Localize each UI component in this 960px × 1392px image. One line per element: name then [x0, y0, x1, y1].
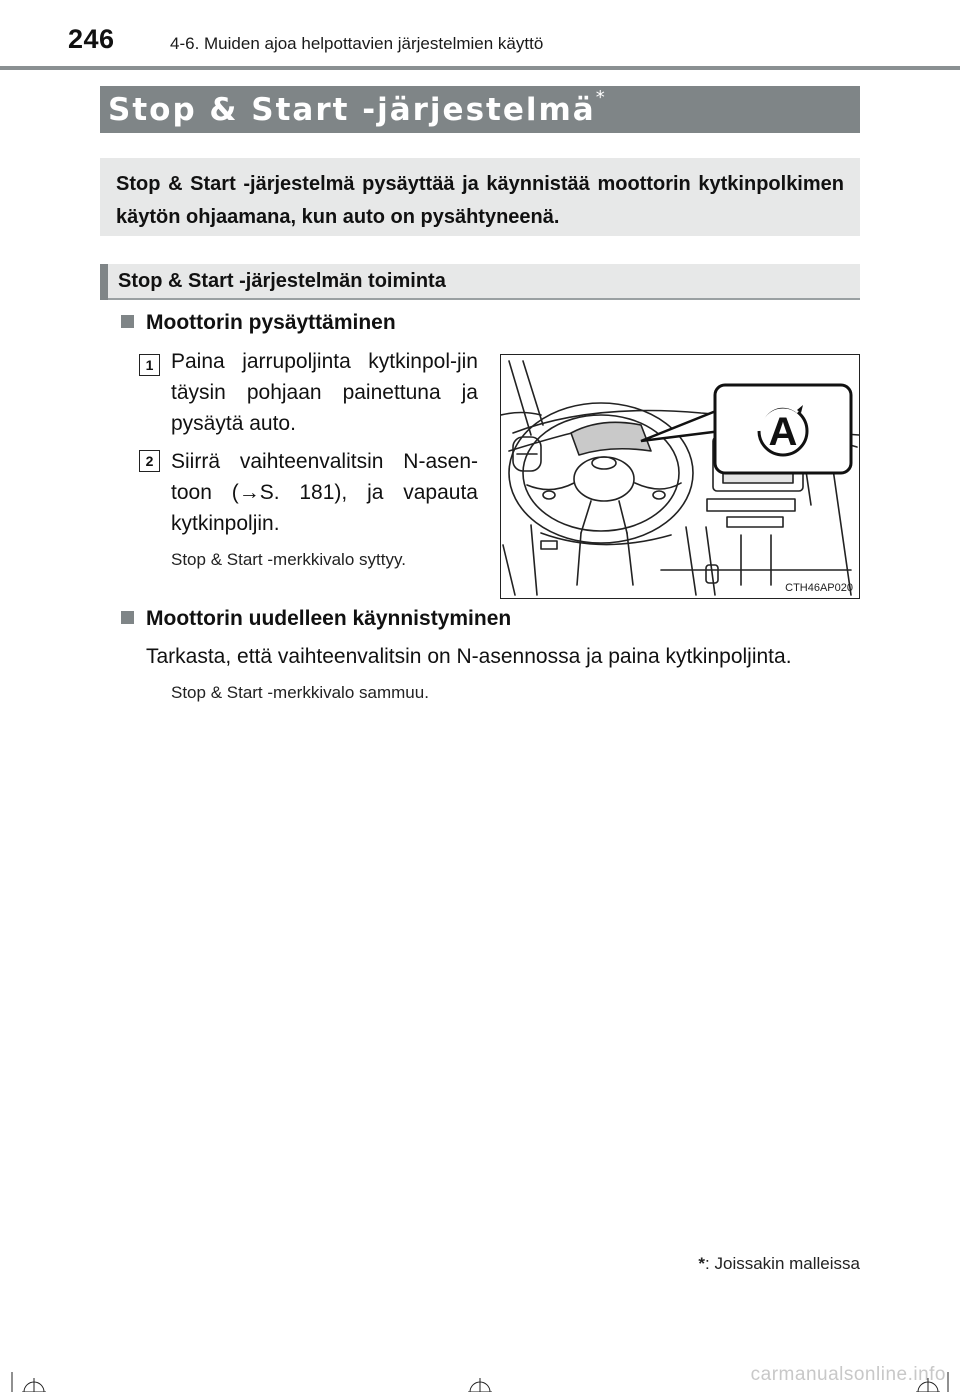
page-number: 246: [68, 24, 115, 54]
restart-engine-note: Stop & Start -merkkivalo sammuu.: [171, 683, 429, 702]
figure-id: CTH46AP020: [785, 582, 853, 594]
restart-engine-heading-text: Moottorin uudelleen käynnistyminen: [146, 607, 512, 630]
step-number-2: 2: [139, 450, 160, 472]
footnote-text: : Joissakin malleissa: [705, 1254, 860, 1273]
dashboard-drawing: [501, 355, 860, 599]
square-bullet-icon: [121, 611, 134, 624]
footnote: [698, 1254, 860, 1274]
intro-box: [100, 158, 860, 236]
chapter-title: 4-6. Muiden ajoa helpottavien järjestelmien käyttö: [170, 34, 544, 53]
restart-engine-text: Tarkasta, että vaihteenvalitsin on N-asennossa ja paina kytkinpoljinta.: [146, 645, 792, 668]
step-1-text-content: Paina jarrupoljinta kytkinpol-jin täysin pohjaan painettuna ja pysäytä auto.: [171, 350, 478, 435]
stop-engine-note: Stop & Start -merkkivalo syttyy.: [171, 550, 406, 569]
subsection-bar: [100, 264, 860, 300]
section-title-bar: [100, 86, 860, 133]
subsection-title: Stop & Start -järjestelmän toiminta: [118, 270, 446, 292]
square-bullet-icon: [121, 315, 134, 328]
subsection-accent: [100, 264, 108, 300]
asterisk-icon: *: [595, 86, 605, 108]
intro-text: Stop & Start -järjestelmä pysäyttää ja käynnistää moottorin kytkinpolkimen käytön ohjaamana, kun auto on pysähtyneenä.: [116, 173, 844, 228]
stop-engine-heading-text: Moottorin pysäyttäminen: [146, 311, 396, 334]
header-divider: [0, 66, 960, 70]
asterisk-icon: *: [698, 1254, 706, 1273]
watermark: carmanualsonline.info: [750, 1364, 946, 1385]
step-number-1: 1: [139, 354, 160, 376]
section-title: [108, 86, 605, 128]
stop-engine-heading: [121, 311, 396, 335]
section-title-text: Stop & Start -järjestelmä: [108, 92, 596, 128]
step-2-text: [171, 446, 478, 539]
dashboard-illustration: [500, 354, 860, 599]
restart-engine-heading: [121, 607, 511, 631]
step-1-text: [171, 346, 478, 439]
step-2-text-content: Siirrä vaihteenvalitsin N-asen-toon (→S. 181), ja vapauta kytkinpoljin.: [171, 450, 478, 535]
callout-label: A: [768, 410, 798, 454]
